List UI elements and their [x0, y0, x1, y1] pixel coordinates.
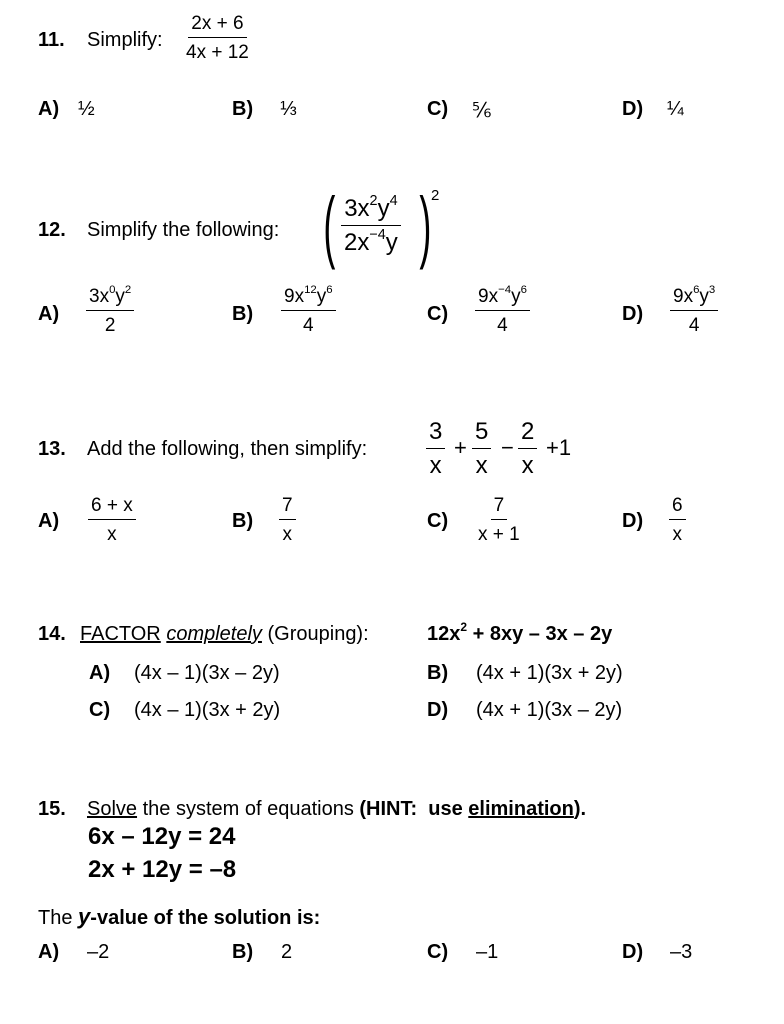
q14-choice-c-value: (4x – 1)(3x + 2y): [134, 699, 281, 721]
q13-op-2: −: [501, 435, 514, 460]
q11-number: 11.: [38, 29, 65, 51]
q14-expression: $12x^2 + 8xy - 3x - 2y$: [427, 619, 613, 645]
q12-choice-a-label[interactable]: A): [38, 303, 60, 325]
q15-number: 15.: [38, 798, 66, 820]
q13-op-1: +: [454, 435, 467, 460]
q15-choice-a-label[interactable]: A): [38, 941, 60, 963]
q14-choice-b-label[interactable]: B): [427, 662, 449, 684]
q14-choice-d-label[interactable]: D): [427, 699, 449, 721]
q13-tail: +1: [546, 435, 572, 460]
q14-choice-a-label[interactable]: A): [89, 662, 111, 684]
q11-choice-d-label[interactable]: D): [622, 98, 644, 120]
q13-term-2: $\frac{5}{x}$: [472, 420, 491, 478]
q13-choice-b-label[interactable]: B): [232, 510, 254, 532]
q12-left-paren: (: [323, 181, 336, 270]
q11-choice-c-label[interactable]: C): [427, 98, 449, 120]
q15-solve-word: Solve: [87, 798, 138, 820]
q13-choice-d-label[interactable]: D): [622, 510, 644, 532]
q14-choice-d-value: (4x + 1)(3x – 2y): [476, 699, 623, 721]
q14-prompt: [80, 623, 369, 646]
q13-prompt: Add the following, then simplify:: [87, 438, 368, 460]
q11-numerator: 2x + 6: [188, 14, 246, 38]
q11-choice-d-value: ¼: [667, 98, 684, 120]
q12-choice-c-label[interactable]: C): [427, 303, 449, 325]
q12-choice-d-fraction: $\frac{9x^6y^3}{4}$: [670, 287, 718, 335]
q12-right-paren: ): [419, 181, 432, 270]
q13-term-1: $\frac{3}{x}$: [426, 420, 445, 478]
q11-choice-b-value: ⅓: [280, 98, 297, 120]
q15-choice-d-label[interactable]: D): [622, 941, 644, 963]
q15-choice-a-value: –2: [87, 941, 110, 963]
q13-number: 13.: [38, 438, 66, 460]
q12-choice-b-fraction: $\frac{9x^{12}y^6}{4}$: [281, 287, 336, 335]
q12-choice-a-fraction: $\frac{3x^0y^2}{2}$: [86, 287, 134, 335]
q13-choice-d-fraction: $\frac{6}{x}$: [669, 496, 686, 544]
q12-number: 12.: [38, 219, 66, 241]
q12-expression: [341, 192, 401, 256]
q13-choice-a-label[interactable]: A): [38, 510, 60, 532]
q11-expression: [183, 14, 252, 62]
q13-choice-c-label[interactable]: C): [427, 510, 449, 532]
q11-choice-a-value: ½: [78, 98, 95, 120]
q15-choice-b-label[interactable]: B): [232, 941, 254, 963]
q14-number: 14.: [38, 623, 66, 645]
q14-factor-word: FACTOR: [80, 623, 161, 645]
q15-equation-1: 6x – 12y = 24: [88, 823, 236, 850]
q11-denominator: 4x + 12: [186, 42, 249, 63]
q11-choice-c-value: ⅚: [472, 100, 492, 122]
q11-prompt: Simplify:: [87, 29, 163, 51]
q14-choice-b-value: (4x + 1)(3x + 2y): [476, 662, 623, 684]
q12-choice-d-label[interactable]: D): [622, 303, 644, 325]
q15-hint: (HINT: use elimination).: [359, 798, 587, 820]
q15-choice-b-value: 2: [281, 941, 293, 963]
q15-choice-c-label[interactable]: C): [427, 941, 449, 963]
q15-choice-c-value: –1: [476, 941, 499, 963]
q13-choice-a-fraction: $\frac{6 + x}{x}$: [88, 496, 136, 544]
q13-choice-b-fraction: $\frac{7}{x}$: [279, 496, 296, 544]
q15-choice-d-value: –3: [670, 941, 693, 963]
q13-choice-c-fraction: $\frac{7}{x + 1}$: [478, 495, 520, 545]
q12-choice-c-fraction: $\frac{9x^{-4}y^6}{4}$: [475, 287, 530, 335]
q14-choice-c-label[interactable]: C): [89, 699, 111, 721]
q12-prompt: Simplify the following:: [87, 219, 280, 241]
q15-result-prompt: The y-value of the solution is:: [38, 904, 321, 929]
q15-prompt: Solve the system of equations (HINT: use elimination).: [87, 798, 587, 820]
q11-choice-a-label[interactable]: A): [38, 98, 60, 120]
q14-grouping-word: (Grouping):: [267, 623, 369, 645]
q14-completely-word: completely: [166, 623, 262, 645]
q12-choice-b-label[interactable]: B): [232, 303, 254, 325]
q14-choice-a-value: (4x – 1)(3x – 2y): [134, 662, 280, 684]
q12-outer-exponent: 2: [431, 187, 440, 204]
q12-denominator: $2x^{-4}y$: [344, 226, 398, 256]
q15-equation-2: 2x + 12y = –8: [88, 856, 237, 883]
q13-term-3: $\frac{2}{x}$: [518, 420, 537, 478]
q12-numerator: $3x^2y^4$: [341, 197, 400, 226]
q11-choice-b-label[interactable]: B): [232, 98, 254, 120]
